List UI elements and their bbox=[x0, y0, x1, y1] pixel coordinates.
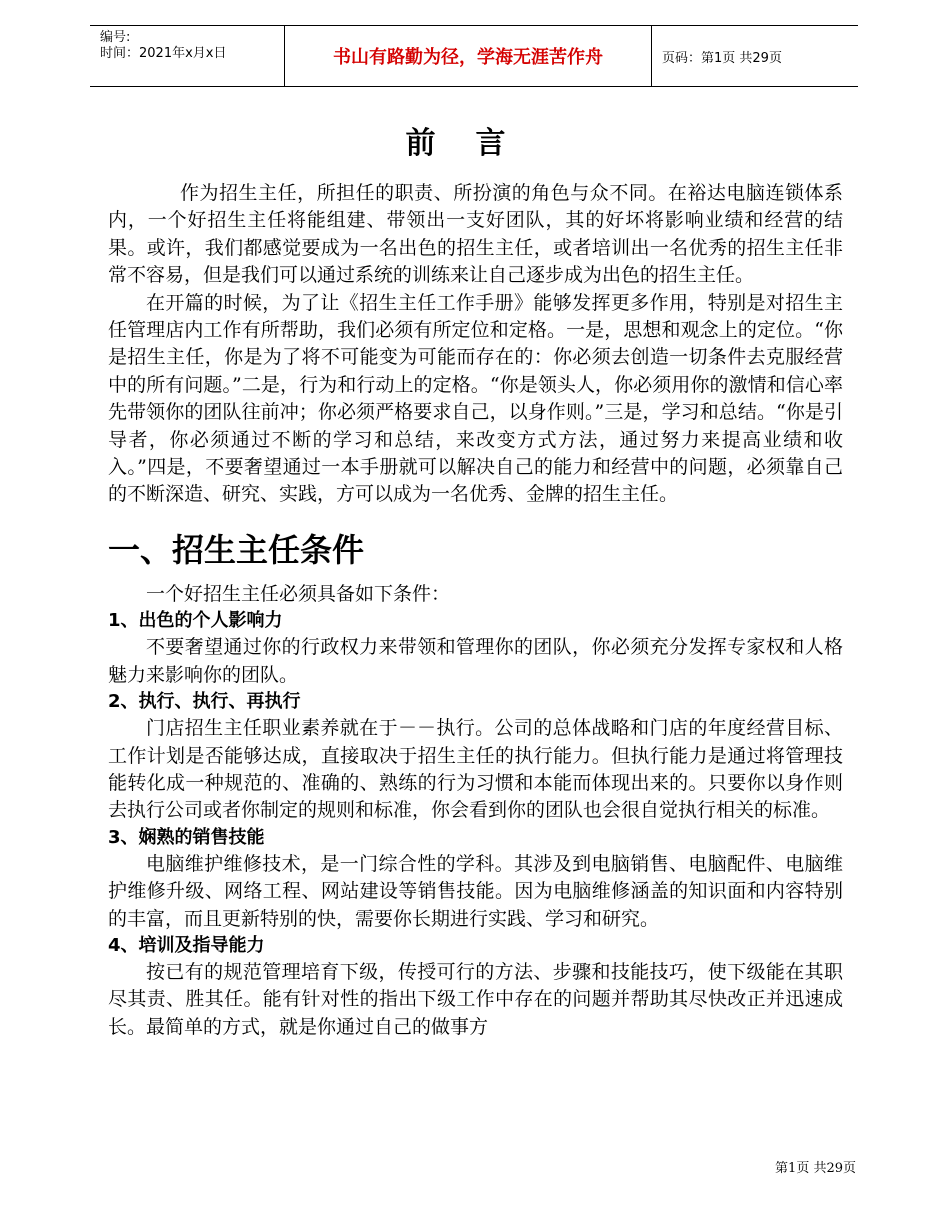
item-2-title: 2、执行、执行、再执行 bbox=[108, 691, 301, 713]
preface-title: 前言 bbox=[405, 126, 546, 161]
item-4-title: 4、培训及指导能力 bbox=[108, 934, 265, 956]
header-motto: 书山有路勤为径，学海无涯苦作舟 bbox=[284, 26, 652, 86]
document-body bbox=[108, 118, 843, 1041]
header-meta bbox=[100, 30, 290, 62]
section-heading: 一、招生主任条件 bbox=[108, 530, 365, 569]
item-4-body: 按已有的规范管理培育下级，传授可行的方法、步骤和技能技巧，使下级能在其职尽其责、胜其任。能有针对性的指出下级工作中存在的问题并帮助其尽快改正并迅速成长。最简单的方式，就是你通过自己的做事方 bbox=[108, 960, 843, 1038]
page-header bbox=[90, 25, 858, 87]
item-1-body: 不要奢望通过你的行政权力来带领和管理你的团队，你必须充分发挥专家权和人格魅力来影响你的团队。 bbox=[108, 636, 843, 686]
item-3-body: 电脑维护维修技术，是一门综合性的学科。其涉及到电脑销售、电脑配件、电脑维护维修升级、网络工程、网站建设等销售技能。因为电脑维修涵盖的知识面和内容特别的丰富，而且更新特别的快，需要你长期进行实践、学习和研究。 bbox=[108, 852, 843, 930]
page-footer: 第1页 共29页 bbox=[775, 1161, 856, 1176]
item-2-body: 门店招生主任职业素养就在于－－执行。公司的总体战略和门店的年度经营目标、工作计划是否能够达成，直接取决于招生主任的执行能力。但执行能力是通过将管理技能转化成一种规范的、准确的、熟练的行为习惯和本能而体现出来的。只要你以身作则去执行公司或者你制定的规则和标准，你会看到你的团队也会很自觉执行相关的标准。 bbox=[108, 717, 843, 822]
item-1-title: 1、出色的个人影响力 bbox=[108, 610, 283, 632]
header-time-label: 时间：2021年x月x日 bbox=[100, 46, 227, 61]
preface-paragraph-2: 在开篇的时候，为了让《招生主任工作手册》能够发挥更多作用，特别是对招生主任管理店内工作有所帮助，我们必须有所定位和定格。一是，思想和观念上的定位。“你是招生主任，你是为了将不可能变为可能而存在的：你必须去创造一切条件去克服经营中的所有问题。”二是，行为和行动上的定格。“你是领头人，你必须用你的激情和信心率先带领你的团队往前冲；你必须严格要求自己，以身作则。”三是，学习和总结。“你是引导者，你必须通过不断的学习和总结，来改变方式方法，通过努力来提高业绩和收入。”四是，不要奢望通过一本手册就可以解决自己的能力和经营中的问题，必须靠自己的不断深造、研究、实践，方可以成为一名优秀、金牌的招生主任。 bbox=[108, 291, 843, 506]
preface-paragraph-1: 作为招生主任，所担任的职责、所扮演的角色与众不同。在裕达电脑连锁体系内，一个好招生主任将能组建、带领出一支好团队，其的好坏将影响业绩和经营的结果。或许，我们都感觉要成为一名出色的招生主任，或者培训出一名优秀的招生主任非常不容易，但是我们可以通过系统的训练来让自己逐步成为出色的招生主任。 bbox=[108, 182, 843, 287]
header-number-label: 编号: bbox=[100, 30, 131, 45]
header-page-info: 页码：第1页 共29页 bbox=[662, 50, 782, 66]
section-intro: 一个好招生主任必须具备如下条件： bbox=[146, 582, 451, 605]
item-3-title: 3、娴熟的销售技能 bbox=[108, 826, 265, 848]
